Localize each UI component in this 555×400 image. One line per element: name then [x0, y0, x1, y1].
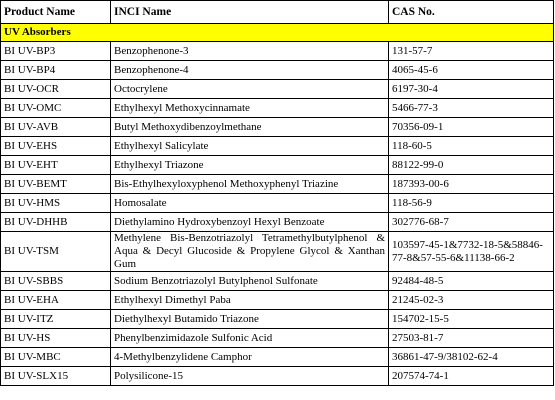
- cell-cas-no: 118-60-5: [389, 137, 554, 156]
- header-product-name: Product Name: [1, 1, 111, 24]
- cell-inci-name: Ethylhexyl Salicylate: [111, 137, 389, 156]
- cell-inci-name: Ethylhexyl Methoxycinnamate: [111, 99, 389, 118]
- header-cas-no: CAS No.: [389, 1, 554, 24]
- cell-inci-name: Butyl Methoxydibenzoylmethane: [111, 118, 389, 137]
- table-row: [1, 367, 554, 386]
- cell-cas-no: 70356-09-1: [389, 118, 554, 137]
- header-inci-name: INCI Name: [111, 1, 389, 24]
- cell-product-name: BI UV-EHA: [1, 291, 111, 310]
- cell-inci-name: Diethylhexyl Butamido Triazone: [111, 310, 389, 329]
- cell-product-name: BI UV-TSM: [1, 232, 111, 272]
- table-row: [1, 310, 554, 329]
- header-row: [1, 1, 554, 24]
- cell-inci-name: Benzophenone-4: [111, 61, 389, 80]
- cell-product-name: BI UV-AVB: [1, 118, 111, 137]
- table-row: [1, 61, 554, 80]
- table-row: [1, 291, 554, 310]
- table-row: [1, 99, 554, 118]
- cell-inci-name: Homosalate: [111, 194, 389, 213]
- cell-cas-no: 6197-30-4: [389, 80, 554, 99]
- cell-product-name: BI UV-BP4: [1, 61, 111, 80]
- table-row: [1, 156, 554, 175]
- cell-product-name: BI UV-OMC: [1, 99, 111, 118]
- cell-cas-no: 187393-00-6: [389, 175, 554, 194]
- cell-cas-no: 131-57-7: [389, 42, 554, 61]
- cell-product-name: BI UV-BEMT: [1, 175, 111, 194]
- cell-product-name: BI UV-ITZ: [1, 310, 111, 329]
- cell-inci-name: Methylene Bis-Benzotriazolyl Tetramethylbutylphenol & Aqua & Decyl Glucoside & Propylene Glycol & Xanthan Gum: [111, 232, 389, 272]
- cell-cas-no: 27503-81-7: [389, 329, 554, 348]
- cell-product-name: BI UV-EHT: [1, 156, 111, 175]
- table-row: [1, 348, 554, 367]
- cell-product-name: BI UV-OCR: [1, 80, 111, 99]
- cell-cas-no: 4065-45-6: [389, 61, 554, 80]
- cell-cas-no: 5466-77-3: [389, 99, 554, 118]
- section-title: UV Absorbers: [1, 24, 554, 42]
- cell-product-name: BI UV-HMS: [1, 194, 111, 213]
- cell-inci-name: Sodium Benzotriazolyl Butylphenol Sulfonate: [111, 272, 389, 291]
- cell-product-name: BI UV-DHHB: [1, 213, 111, 232]
- cell-product-name: BI UV-SBBS: [1, 272, 111, 291]
- cell-inci-name: Ethylhexyl Triazone: [111, 156, 389, 175]
- table-row: [1, 329, 554, 348]
- cell-inci-name: Octocrylene: [111, 80, 389, 99]
- table-row: [1, 175, 554, 194]
- cell-inci-name: Benzophenone-3: [111, 42, 389, 61]
- cell-product-name: BI UV-EHS: [1, 137, 111, 156]
- cell-inci-name: Diethylamino Hydroxybenzoyl Hexyl Benzoate: [111, 213, 389, 232]
- cell-cas-no: 36861-47-9/38102-62-4: [389, 348, 554, 367]
- cell-cas-no: 154702-15-5: [389, 310, 554, 329]
- cell-product-name: BI UV-HS: [1, 329, 111, 348]
- table-row: [1, 42, 554, 61]
- cell-product-name: BI UV-SLX15: [1, 367, 111, 386]
- cell-cas-no: 207574-74-1: [389, 367, 554, 386]
- section-row: [1, 24, 554, 42]
- cell-cas-no: 21245-02-3: [389, 291, 554, 310]
- cell-cas-no: 118-56-9: [389, 194, 554, 213]
- table-row: [1, 272, 554, 291]
- cell-inci-name: 4-Methylbenzylidene Camphor: [111, 348, 389, 367]
- table-row: [1, 213, 554, 232]
- cell-product-name: BI UV-BP3: [1, 42, 111, 61]
- table-row: [1, 194, 554, 213]
- cell-cas-no: 92484-48-5: [389, 272, 554, 291]
- cell-inci-name: Ethylhexyl Dimethyl Paba: [111, 291, 389, 310]
- table-row: [1, 137, 554, 156]
- cell-product-name: BI UV-MBC: [1, 348, 111, 367]
- cell-inci-name: Phenylbenzimidazole Sulfonic Acid: [111, 329, 389, 348]
- cell-inci-name: Polysilicone-15: [111, 367, 389, 386]
- cell-cas-no: 302776-68-7: [389, 213, 554, 232]
- cell-cas-no: 88122-99-0: [389, 156, 554, 175]
- table-row: [1, 118, 554, 137]
- cell-inci-name: Bis-Ethylhexyloxyphenol Methoxyphenyl Triazine: [111, 175, 389, 194]
- table-row: [1, 232, 554, 272]
- table-row: [1, 80, 554, 99]
- cell-cas-no: 103597-45-1&7732-18-5&58846-77-8&57-55-6&11138-66-2: [389, 232, 554, 272]
